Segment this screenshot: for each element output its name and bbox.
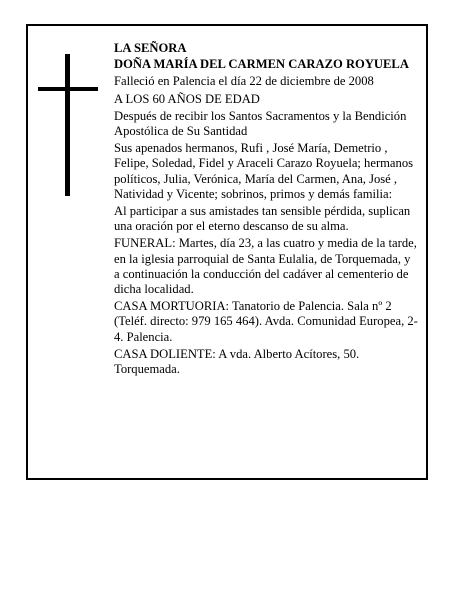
- family-statement: Sus apenados hermanos, Rufi , José María, Demetrio , Felipe, Soledad, Fidel y Araceli Carazo Royuela; hermanos políticos, Julia, Verónica, María del Carmen, Ana, José , Natividad y Vicente; sobrinos, primos y demás familia:: [114, 141, 414, 201]
- notice-title: LA SEÑORA: [114, 41, 187, 55]
- prayer-statement: Al participar a sus amistades tan sensible pérdida, suplican una oración por el eterno descanso de su alma.: [114, 204, 411, 234]
- mourning-house-details: CASA DOLIENTE: A vda. Alberto Acítores, 50. Torquemada.: [114, 346, 360, 377]
- cross-vertical-bar: [65, 54, 70, 196]
- obituary-text: [114, 41, 418, 379]
- cross-icon: [38, 54, 98, 196]
- funeral-details: FUNERAL: Martes, día 23, a las cuatro y media de la tarde, en la iglesia parroquial de Santa Eulalia, de Torquemada, y a continuación la conducción del cadáver al cementerio de dicha localidad.: [114, 236, 417, 297]
- death-statement: Falleció en Palencia el día 22 de diciembre de 2008: [114, 74, 374, 89]
- sacraments-statement: Después de recibir los Santos Sacramentos y la Bendición Apostólica de Su Santidad: [114, 108, 407, 139]
- obituary-frame: [26, 24, 428, 480]
- mortuary-details: CASA MORTUORIA: Tanatorio de Palencia. Sala nº 2 (Teléf. directo: 979 165 464). Avda. Comunidad Europea, 2-4. Palencia.: [114, 299, 418, 344]
- cross-horizontal-bar: [38, 87, 98, 91]
- age-statement: A LOS 60 AÑOS DE EDAD: [114, 91, 260, 106]
- deceased-name: DOÑA MARÍA DEL CARMEN CARAZO ROYUELA: [114, 57, 409, 72]
